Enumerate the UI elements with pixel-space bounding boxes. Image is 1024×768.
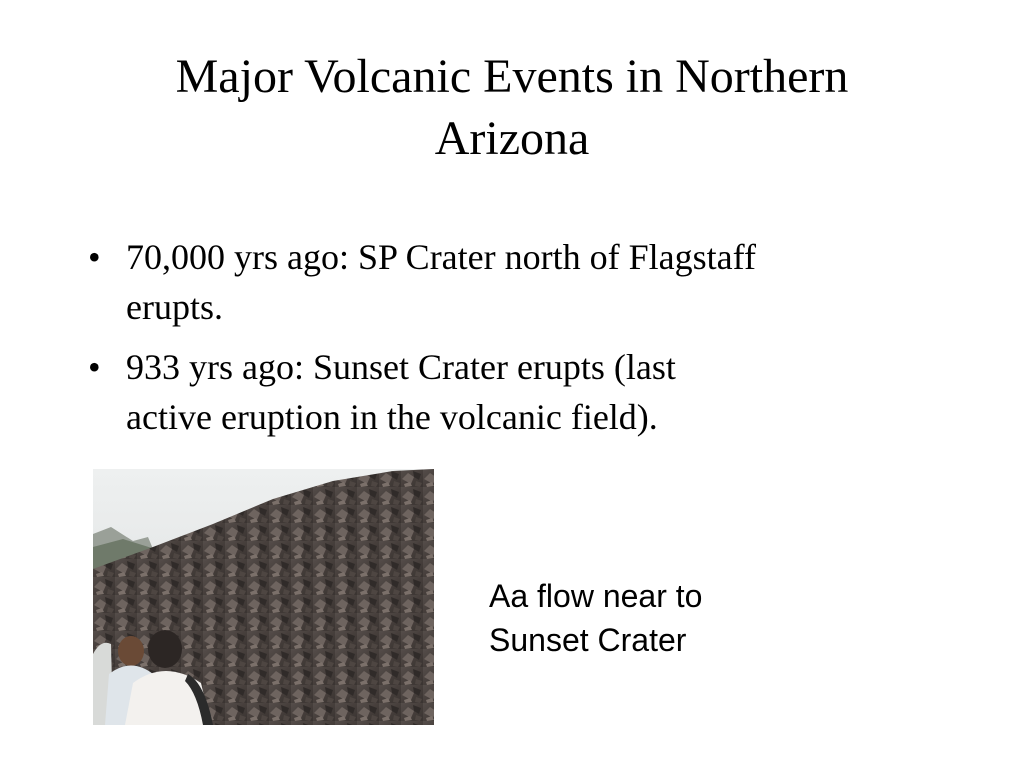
photo-caption [489, 574, 702, 662]
slide-title-line-2: Arizona [434, 112, 590, 165]
slide-title-line-1: Major Volcanic Events in Northern [175, 50, 849, 103]
bullet-text-line-2: active eruption in the volcanic field). [126, 397, 658, 437]
bullet-item-sunset-crater [88, 342, 968, 442]
bullet-item-sp-crater [88, 232, 968, 332]
bullet-text-line-2: erupts. [126, 287, 223, 327]
photo-caption-line-2: Sunset Crater [489, 622, 687, 658]
bullet-text-line-1: 933 yrs ago: Sunset Crater erupts (last [126, 347, 676, 387]
bullet-text-line-1: 70,000 yrs ago: SP Crater north of Flagstaff [126, 237, 756, 277]
photo-caption-line-1: Aa flow near to [489, 578, 703, 614]
bullet-list [88, 232, 968, 452]
bullet-dot-icon: • [88, 347, 101, 387]
bullet-dot-icon: • [88, 237, 101, 277]
slide-title [62, 46, 962, 170]
lava-flow-photo [93, 469, 434, 725]
